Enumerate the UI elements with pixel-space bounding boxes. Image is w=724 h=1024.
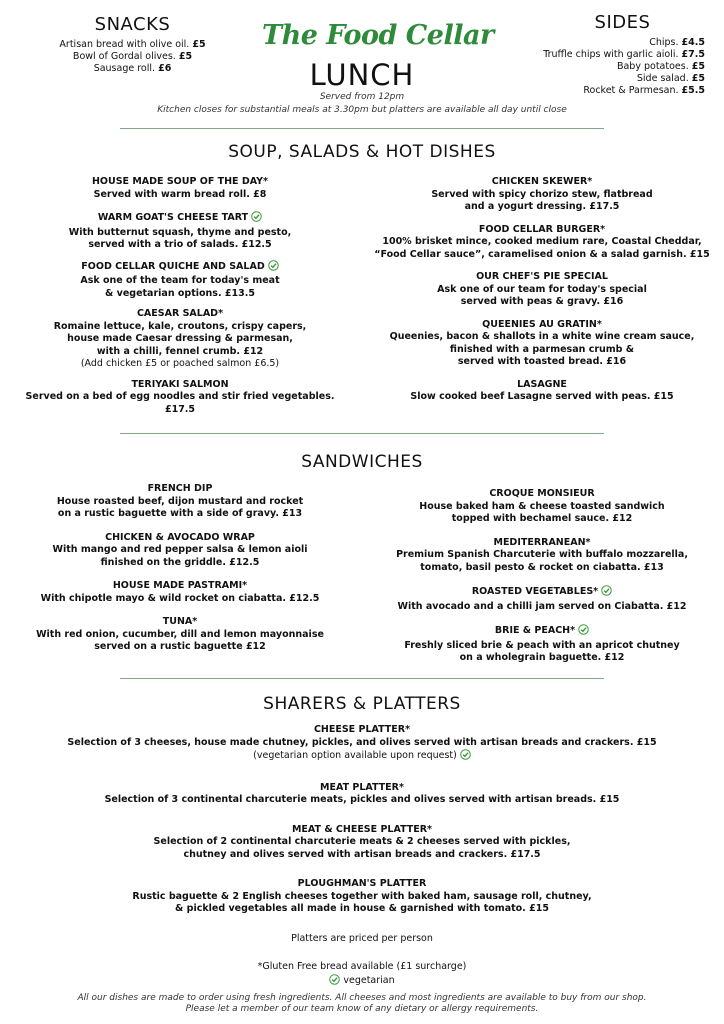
item-desc: with a chilli, fennel crumb. £12 [96, 345, 264, 357]
menu-item [10, 176, 350, 201]
menu-item [372, 624, 712, 665]
item-desc: With red onion, cucumber, dill and lemon mayonnaise [36, 628, 324, 640]
logo-text: The Food Cellar [262, 20, 494, 51]
brand-logo [262, 20, 494, 51]
item-title: MEAT PLATTER* [320, 781, 404, 793]
menu-item [372, 585, 712, 613]
served-time: Served from 12pm [319, 92, 405, 102]
item-title: FOOD CELLAR QUICHE AND SALAD [10, 260, 350, 276]
kitchen-note: Kitchen closes for substantial meals at 3.30pm but platters are available all day until close [157, 105, 567, 115]
vegetarian-legend: vegetarian [10, 974, 714, 990]
item-desc: House baked ham & cheese toasted sandwich [419, 500, 665, 512]
side-item: Rocket & Parmesan. £5.5 [583, 85, 705, 96]
item-desc: Served on a bed of egg noodles and stir fried vegetables. £17.5 [25, 391, 335, 415]
item-title: CHEESE PLATTER* [313, 724, 411, 735]
sandwich-column-left [10, 483, 350, 654]
snacks-heading: SNACKS [94, 14, 171, 35]
item-desc: House roasted beef, dijon mustard and rocket [56, 495, 304, 507]
item-title: CHICKEN & AVOCADO WRAP [105, 531, 255, 543]
item-desc: 100% brisket mince, cooked medium rare, Coastal Cheddar, [382, 236, 702, 247]
menu-column-right [372, 176, 712, 404]
item-desc: Slow cooked beef Lasagne served with peas. £15 [410, 391, 674, 402]
item-desc: Served with spicy chorizo stew, flatbread [431, 188, 653, 200]
item-title: PLOUGHMAN'S PLATTER [297, 878, 427, 889]
vegetarian-icon [251, 211, 262, 227]
item-desc: served with a trio of salads. £12.5 [88, 239, 272, 250]
item-extra: (vegetarian option available upon request) [10, 749, 714, 765]
menu-item [372, 488, 712, 526]
divider [120, 433, 604, 434]
item-desc: Romaine lettuce, kale, croutons, crispy capers, [53, 320, 307, 332]
item-title: TUNA* [162, 616, 198, 627]
page-title: LUNCH [309, 58, 415, 92]
item-desc: Queenies, bacon & shallots in a white wine cream sauce, [389, 331, 695, 342]
page-title-block [262, 58, 462, 103]
item-title: FRENCH DIP [147, 483, 213, 494]
menu-item [10, 532, 350, 570]
snacks-block [30, 14, 235, 75]
item-title: HOUSE MADE PASTRAMI* [112, 580, 248, 591]
item-desc: Premium Spanish Charcuterie with buffalo mozzarella, [396, 549, 688, 560]
item-title: LASAGNE [517, 378, 567, 390]
menu-item [10, 260, 350, 301]
item-desc: With chipotle mayo & wild rocket on ciabatta. £12.5 [40, 592, 320, 604]
menu-item [10, 782, 714, 807]
snack-item: Artisan bread with olive oil. £5 [59, 39, 206, 50]
item-desc: With avocado and a chilli jam served on Ciabatta. £12 [397, 600, 687, 612]
menu-item [10, 824, 714, 862]
item-desc: Selection of 3 continental charcuterie meats, pickles and olives served with artisan breads. £15 [104, 794, 620, 805]
item-desc: topped with bechamel sauce. £12 [451, 513, 633, 524]
menu-item [10, 211, 350, 252]
footer-note [10, 993, 714, 1015]
menu-item [372, 176, 712, 214]
menu-column-left [10, 176, 350, 416]
item-title: CROQUE MONSIEUR [489, 488, 595, 499]
side-item: Baby potatoes. £5 [616, 61, 705, 72]
item-title: MEDITERRANEAN* [493, 536, 591, 548]
menu-item [372, 271, 712, 309]
item-desc: “Food Cellar sauce”, caramelised onion & a salad garnish. £15 [374, 248, 710, 260]
divider [120, 128, 604, 129]
item-desc: tomato, basil pesto & rocket on ciabatta. £13 [420, 561, 664, 573]
item-desc: With butternut squash, thyme and pesto, [68, 226, 292, 238]
menu-item [372, 224, 712, 262]
side-item: Truffle chips with garlic aioli. £7.5 [543, 49, 705, 60]
item-desc: Served with warm bread roll. £8 [93, 188, 267, 200]
side-item: Side salad. £5 [636, 73, 705, 84]
divider [120, 678, 604, 679]
item-desc: chutney and olives served with artisan breads and crackers. £17.5 [183, 848, 541, 860]
snack-item: Sausage roll. £6 [93, 63, 172, 74]
item-desc: & pickled vegetables all made in house & garnished with tomato. £15 [175, 903, 549, 914]
item-extra: (Add chicken £5 or poached salmon £6.5) [80, 358, 280, 369]
footer-line: All our dishes are made to order using fresh ingredients. All cheeses and most ingredients are available to buy from our shop. [77, 993, 647, 1003]
item-title: MEAT & CHEESE PLATTER* [291, 823, 433, 835]
menu-item [10, 616, 350, 654]
menu-item [10, 308, 350, 371]
item-desc: on a wholegrain baguette. £12 [459, 652, 625, 663]
section-heading-platters: SHARERS & PLATTERS [263, 694, 461, 714]
item-desc: on a rustic baguette with a side of gravy. £13 [57, 508, 303, 519]
item-desc: Rustic baguette & 2 English cheeses together with baked ham, sausage roll, chutney, [132, 890, 592, 902]
item-desc: finished on the griddle. £12.5 [100, 556, 260, 568]
vegetarian-icon [460, 749, 471, 765]
section-heading-sandwiches: SANDWICHES [301, 452, 423, 472]
item-desc: house made Caesar dressing & parmesan, [67, 333, 293, 344]
gluten-free-note: *Gluten Free bread available (£1 surcharge) [257, 961, 467, 972]
footer-line: Please let a member of our team know of any dietary or allergy requirements. [185, 1004, 539, 1014]
menu-item [10, 580, 350, 605]
item-title: OUR CHEF'S PIE SPECIAL [476, 271, 608, 282]
menu-item [372, 537, 712, 575]
menu-item [10, 878, 714, 916]
item-title: FOOD CELLAR BURGER* [478, 223, 606, 235]
vegetarian-icon [578, 624, 589, 640]
snack-item: Bowl of Gordal olives. £5 [72, 51, 193, 62]
item-desc: served with peas & gravy. £16 [460, 296, 624, 307]
item-desc: Ask one of the team for today's meat [80, 275, 280, 286]
side-item: Chips. £4.5 [649, 37, 705, 48]
vegetarian-icon [268, 260, 279, 276]
vegetarian-icon [329, 974, 340, 990]
menu-item [10, 483, 350, 521]
item-desc: finished with a parmesan crumb & [449, 343, 635, 355]
item-desc: With mango and red pepper salsa & lemon aioli [52, 544, 308, 555]
item-title: CHICKEN SKEWER* [491, 176, 593, 187]
item-desc: served on a rustic baguette £12 [94, 641, 266, 652]
platters-priced-note: Platters are priced per person [291, 932, 433, 944]
item-title: TERIYAKI SALMON [131, 378, 229, 390]
item-title: BRIE & PEACH* [372, 624, 712, 640]
item-desc: Ask one of our team for today's special [437, 283, 647, 295]
item-title: WARM GOAT'S CHEESE TART [10, 211, 350, 227]
vegetarian-icon [601, 585, 612, 601]
sides-heading: SIDES [594, 12, 651, 33]
section-heading-soup: SOUP, SALADS & HOT DISHES [228, 142, 496, 162]
menu-item [372, 319, 712, 369]
item-desc: Selection of 2 continental charcuterie meats & 2 cheeses served with pickles, [153, 836, 571, 847]
menu-item [10, 724, 714, 765]
item-title: CAESAR SALAD* [136, 308, 224, 319]
item-title: ROASTED VEGETABLES* [372, 585, 712, 601]
item-desc: Freshly sliced brie & peach with an apricot chutney [404, 639, 680, 651]
item-desc: served with toasted bread. £16 [457, 356, 627, 367]
item-desc: and a yogurt dressing. £17.5 [464, 201, 620, 212]
item-desc: & vegetarian options. £13.5 [105, 287, 255, 299]
sandwich-column-right [372, 488, 712, 665]
item-title: QUEENIES AU GRATIN* [482, 318, 602, 330]
sides-block [490, 12, 705, 97]
platters-list [10, 724, 714, 989]
item-desc: Selection of 3 cheeses, house made chutney, pickles, and olives served with artisan breads and crackers. £15 [67, 736, 657, 748]
menu-item [10, 379, 350, 417]
menu-item [372, 379, 712, 404]
item-title: HOUSE MADE SOUP OF THE DAY* [91, 176, 269, 187]
